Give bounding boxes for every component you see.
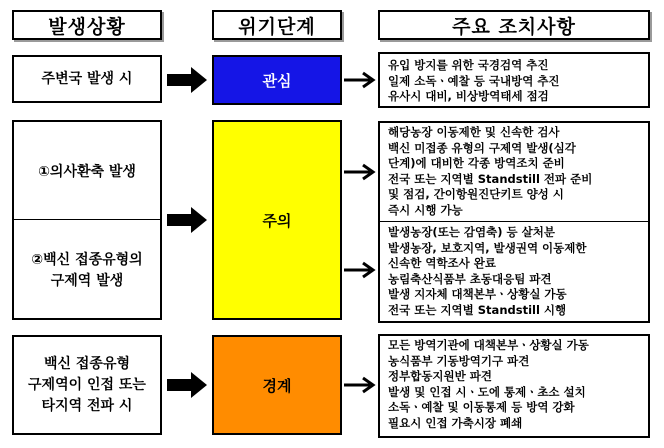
header-stage: 위기단계 [212,10,342,40]
arrow-right-icon [344,72,376,88]
arrow-right-icon [167,372,207,398]
situation-neighbor-country-text: 주변국 발생 시 [41,70,133,87]
stage-caution [212,120,342,320]
situation-suspected-case-text: ①의사환축 발생 [38,163,136,180]
situation-neighbor-country [12,55,162,103]
situation-caution-group [12,120,162,320]
situation-spread-line3: 타지역 전파 시 [41,397,133,414]
arrow-right-icon [344,377,376,393]
situation-vaccinated-type-line2: 구제역 발생 [50,273,124,289]
actions-caution-suspected: 해당농장 이동제한 및 신속한 검사 백신 미접종 유형의 구제역 발생(심각 단계)에 대비한 각종 방역조치 준비 전국 또는 지역별 Standstill 전파 준비 및 점검, 간이항원진단키트 양성 시 즉시 시행 가능 [388,125,593,217]
situation-vaccinated-type-line1: ②백신 접종유형의 [31,252,143,268]
arrow-right-icon [344,164,376,180]
stage-alert-label: 경계 [262,376,292,395]
actions-divider [378,221,650,222]
stage-interest-label: 관심 [262,71,292,90]
arrow-right-icon [167,67,207,93]
actions-caution-outbreak: 발생농장(또는 감염축) 등 살처분 발생농장, 보호지역, 발생권역 이동제한 신속한 역학조사 완료 농림축산식품부 초동대응팀 파견 발생 지자체 대책본부ㆍ상황실 가동 전국 또는 지역별 Standstill 시행 [388,225,587,317]
actions-alert: 모든 방역기관에 대책본부ㆍ상황실 가동 농식품부 기동방역기구 파견 정부합동지원반 파견 발생 및 인접 시ㆍ도에 통제ㆍ초소 설치 소독ㆍ예찰 및 이동통제 등 방역 강화 필요시 인접 가축시장 폐쇄 [378,334,650,438]
situation-divider [12,219,162,220]
situation-suspected-case [14,122,160,222]
situation-vaccinated-type-outbreak [14,222,160,320]
stage-caution-label: 주의 [262,211,292,230]
stage-alert [212,335,342,435]
situation-spread-line2: 구제역이 인접 또는 [28,376,146,393]
situation-spread [12,335,162,435]
header-situation: 발생상황 [12,10,162,40]
actions-caution-group [378,121,650,323]
actions-interest: 유입 방지를 위한 국경검역 추진 일제 소독ㆍ예찰 등 국내방역 추진 유사시 대비, 비상방역태세 점검 [378,52,650,108]
header-actions: 주요 조치사항 [378,10,650,40]
situation-spread-line1: 백신 접종유형 [43,355,131,372]
arrow-right-icon [167,207,207,233]
arrow-right-icon [344,262,376,278]
stage-interest [212,55,342,105]
